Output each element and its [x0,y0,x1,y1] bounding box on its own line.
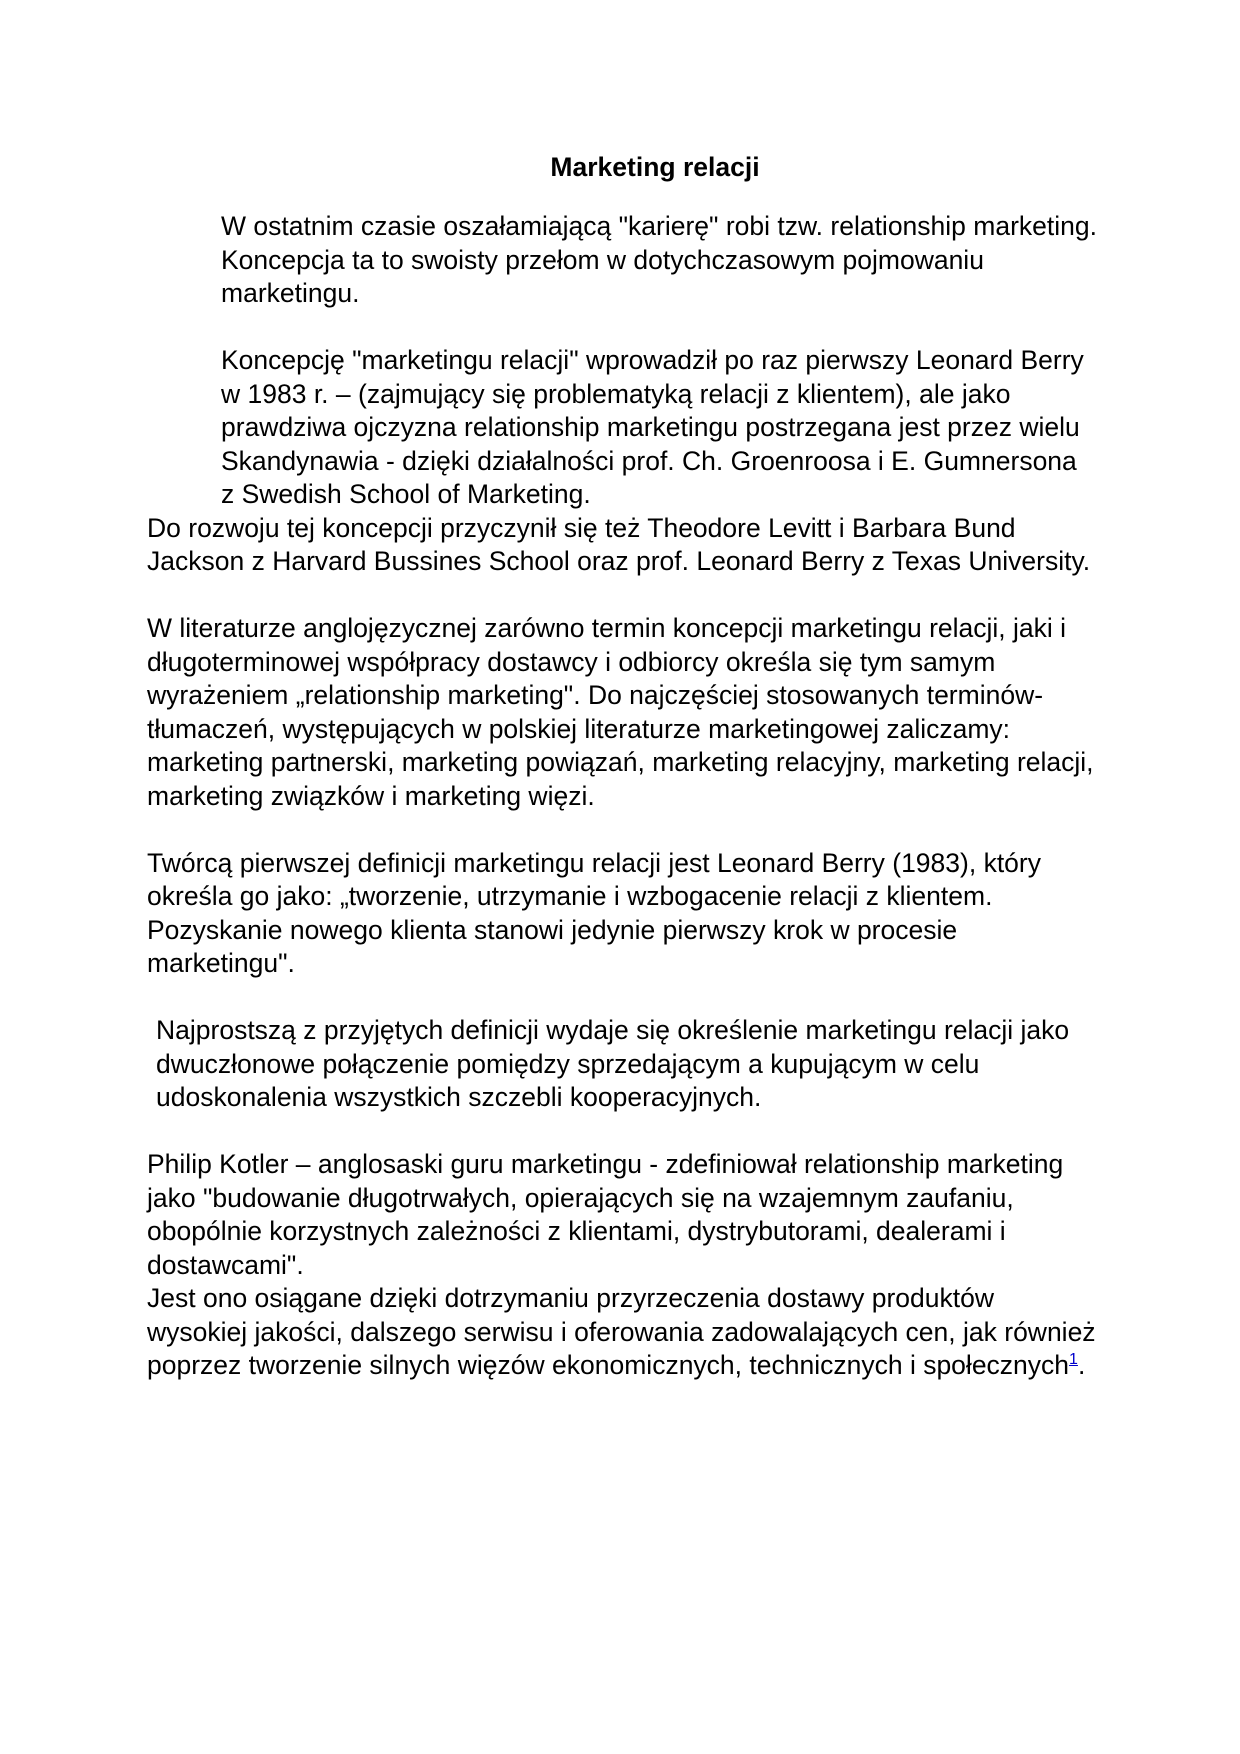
paragraph-achievement-text: Jest ono osiągane dzięki dotrzymaniu przyrzeczenia dostawy produktów wysokiej jakości, dalszego serwisu i oferowania zadowalających cen, jak również poprzez tworzenie silnych więzów ekonomicznych, technicznych i społecznych [147,1283,1096,1380]
paragraph-first-definition: Twórcą pierwszej definicji marketingu relacji jest Leonard Berry (1983), który określa go jako: „tworzenie, utrzymanie i wzbogacenie relacji z klientem. Pozyskanie nowego klienta stanowi jedynie pierwszy krok w procesie marketingu". [147,847,1041,978]
paragraph-contributors: Do rozwoju tej koncepcji przyczynił się też Theodore Levitt i Barbara Bund Jackson z Harvard Bussines School oraz prof. Leonard Berry z Texas University. [147,512,1091,576]
paragraph-kotler-definition: Philip Kotler – anglosaski guru marketingu - zdefiniował relationship marketing jako "budowanie długotrwałych, opierających się na wzajemnym zaufaniu, obopólnie korzystnych zależności z klientami, dystrybutorami, dealerami i dostawcami". [147,1149,1064,1280]
paragraph-intro: W ostatnim czasie oszałamiającą "karierę" robi tzw. relationship marketing. Koncepcja ta to swoisty przełom w dotychczasowym pojmowaniu marketingu. [221,211,1097,308]
paragraph-simplest-definition: Najprostszą z przyjętych definicji wydaje się określenie marketingu relacji jako dwuczłonowe połączenie pomiędzy sprzedającym a kupującym w celu udoskonalenia wszystkich szczebli kooperacyjnych. [156,1015,1070,1112]
document-title: Marketing relacji [550,152,760,182]
footnote-reference-link[interactable]: 1 [1069,1351,1078,1369]
final-period: . [1077,1350,1086,1380]
document-body [147,210,1097,1383]
paragraph-origin: Koncepcję "marketingu relacji" wprowadził po raz pierwszy Leonard Berry w 1983 r. – (zajmujący się problematyką relacji z klientem), ale jako prawdziwa ojczyzna relationship marketingu postrzegana jest przez wielu Skandynawia - dzięki działalności prof. Ch. Groenroosa i E. Gumnersona z Swedish School of Marketing. [221,345,1084,509]
paragraph-terminology: W literaturze anglojęzycznej zarówno termin koncepcji marketingu relacji, jaki i długoterminowej współpracy dostawcy i odbiorcy określa się tym samym wyrażeniem „relationship marketing". Do najczęściej stosowanych terminów-tłumaczeń, występujących w polskiej literaturze marketingowej zaliczamy: marketing partnerski, marketing powiązań, marketing relacyjny, marketing relacji, marketing związków i marketing więzi. [147,613,1094,811]
paragraph-achievement [147,1282,1097,1383]
